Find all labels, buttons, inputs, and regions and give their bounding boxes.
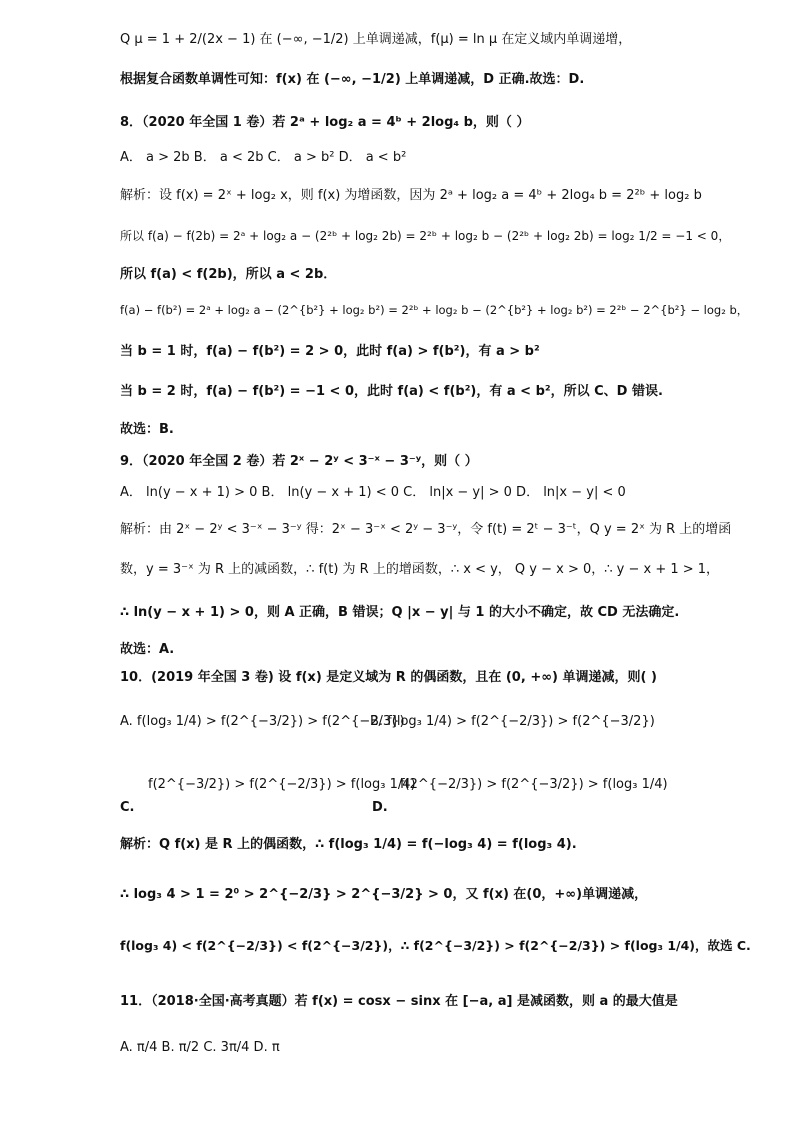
question-9-stem: 9．（2020 年全国 2 卷）若 2ˣ − 2ʸ < 3⁻ˣ − 3⁻ʸ，则（ ） [120, 454, 478, 469]
question-9-solution-2: 数，y = 3⁻ˣ 为 R 上的减函数，∴ f(t) 为 R 上的增函数，∴ x < y， Q y − x > 0，∴ y − x + 1 > 1， [120, 562, 720, 577]
question-8-answer: 故选：B. [120, 422, 174, 437]
question-11-stem: 11．（2018·全国·高考真题）若 f(x) = cosx − sinx 在 [−a, a] 是减函数，则 a 的最大值是 [120, 994, 678, 1009]
question-10-option-d-label: D. [372, 800, 388, 815]
question-8-solution-2: 所以 f(a) − f(2b) = 2ᵃ + log₂ a − (2²ᵇ + log₂ 2b) = 2²ᵇ + log₂ b − (2²ᵇ + log₂ 2b) = log₂ 1/2 = −1 < 0， [120, 229, 731, 243]
question-10-solution-2: ∴ log₃ 4 > 1 = 2⁰ > 2^{−2/3} > 2^{−3/2} > 0，又 f(x) 在(0，+∞)单调递减， [120, 887, 648, 902]
question-10-solution-1: 解析：Q f(x) 是 R 上的偶函数，∴ f(log₃ 1/4) = f(−log₃ 4) = f(log₃ 4). [120, 837, 577, 852]
question-8-solution-1: 解析：设 f(x) = 2ˣ + log₂ x，则 f(x) 为增函数，因为 2ᵃ + log₂ a = 4ᵇ + 2log₄ b = 2²ᵇ + log₂ b [120, 188, 702, 203]
question-9-options: A． ln(y − x + 1) > 0 B． ln(y − x + 1) < 0 C． ln|x − y| > 0 D． ln|x − y| < 0 [120, 485, 626, 500]
question-9-solution-3: ∴ ln(y − x + 1) > 0，则 A 正确，B 错误；Q |x − y| 与 1 的大小不确定，故 CD 无法确定. [120, 605, 680, 620]
question-10-option-c: f(2^{−3/2}) > f(2^{−2/3}) > f(log₃ 1/4) [148, 777, 416, 792]
question-8-solution-3: 所以 f(a) < f(2b)，所以 a < 2b． [120, 267, 337, 282]
question-10-stem: 10．(2019 年全国 3 卷) 设 f(x) 是定义域为 R 的偶函数，且在 (0, +∞) 单调递减，则( ) [120, 670, 657, 685]
question-8-stem: 8．（2020 年全国 1 卷）若 2ᵃ + log₂ a = 4ᵇ + 2log₄ b，则（ ） [120, 115, 530, 130]
question-10-option-c-label: C. [120, 800, 135, 815]
question-8-solution-6: 当 b = 2 时，f(a) − f(b²) = −1 < 0，此时 f(a) < f(b²)，有 a < b²，所以 C、D 错误. [120, 384, 663, 399]
question-10-option-d: f(2^{−2/3}) > f(2^{−3/2}) > f(log₃ 1/4) [400, 777, 668, 792]
question-10-option-a: A. f(log₃ 1/4) > f(2^{−3/2}) > f(2^{−2/3}) [120, 714, 405, 729]
solution-line-1: Q μ = 1 + 2/(2x − 1) 在 (−∞, −1/2) 上单调递减，f(μ) = ln μ 在定义域内单调递增， [120, 32, 632, 47]
question-8-options: A． a > 2b B． a < 2b C． a > b² D． a < b² [120, 150, 407, 165]
question-10-option-b: B. f(log₃ 1/4) > f(2^{−2/3}) > f(2^{−3/2}) [370, 714, 655, 729]
question-8-solution-4: f(a) − f(b²) = 2ᵃ + log₂ a − (2^{b²} + log₂ b²) = 2²ᵇ + log₂ b − (2^{b²} + log₂ b²) = 2²ᵇ − 2^{b²} − log₂ b， [120, 303, 749, 317]
question-8-solution-5: 当 b = 1 时，f(a) − f(b²) = 2 > 0，此时 f(a) > f(b²)，有 a > b² [120, 344, 540, 359]
solution-line-2: 根据复合函数单调性可知：f(x) 在 (−∞, −1/2) 上单调递减，D 正确.故选：D. [120, 72, 585, 87]
question-9-answer: 故选：A. [120, 642, 175, 657]
question-11-options: A. π/4 B. π/2 C. 3π/4 D. π [120, 1040, 280, 1055]
question-9-solution-1: 解析：由 2ˣ − 2ʸ < 3⁻ˣ − 3⁻ʸ 得：2ˣ − 3⁻ˣ < 2ʸ − 3⁻ʸ，令 f(t) = 2ᵗ − 3⁻ᵗ，Q y = 2ˣ 为 R 上的增函 [120, 522, 732, 537]
question-10-solution-3: f(log₃ 4) < f(2^{−2/3}) < f(2^{−3/2})，∴ f(2^{−3/2}) > f(2^{−2/3}) > f(log₃ 1/4)，故选 C. [120, 938, 751, 953]
